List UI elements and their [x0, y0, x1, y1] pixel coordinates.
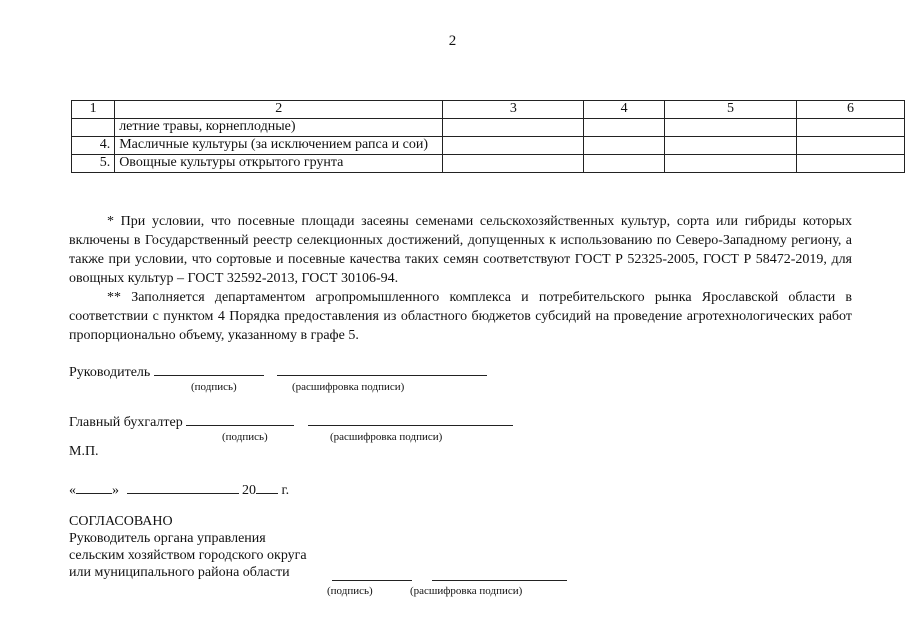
date-month-blank — [127, 481, 239, 494]
row-cell-3 — [443, 119, 584, 137]
row-cell-6 — [797, 137, 905, 155]
crop-table — [71, 100, 905, 173]
table-row — [72, 119, 905, 137]
col-header-1: 1 — [72, 101, 115, 119]
row-number: 4. — [72, 137, 115, 155]
approval-line-3: или муниципального района области — [69, 565, 290, 580]
accountant-label: Главный бухгалтер — [69, 415, 183, 430]
date-line — [69, 481, 289, 499]
head-label: Руководитель — [69, 365, 151, 380]
row-cell-5 — [665, 155, 797, 173]
table-row — [72, 155, 905, 173]
row-crop-name: Масличные культуры (за исключением рапса и сои) — [115, 137, 443, 155]
col-header-6: 6 — [797, 101, 905, 119]
col-header-2: 2 — [115, 101, 443, 119]
approval-signature-caption: (подпись) — [327, 585, 373, 597]
approval-title: СОГЛАСОВАНО — [69, 514, 173, 529]
approval-decode-blank — [432, 568, 567, 581]
row-cell-6 — [797, 155, 905, 173]
approval-decode-caption: (расшифровка подписи) — [410, 585, 523, 597]
table-header-row — [72, 101, 905, 119]
date-open-quote: « — [69, 483, 76, 498]
row-cell-6 — [797, 119, 905, 137]
row-crop-name: Овощные культуры открытого грунта — [115, 155, 443, 173]
approval-signature-blank — [332, 568, 412, 581]
date-year-suffix: г. — [281, 483, 290, 498]
row-cell-5 — [665, 137, 797, 155]
date-year-prefix: 20 — [242, 483, 256, 498]
approval-signature-line — [332, 568, 567, 586]
footnote-2: ** Заполняется департаментом агропромышленного комплекса и потребительского рынка Ярославской области в соответствии с пунктом 4 Порядка предоставления из областного бюджетов субсидий на проведение агротехнологических работ пропорционально объему, указанному в графе 5. — [69, 290, 852, 343]
row-cell-4 — [584, 119, 665, 137]
accountant-signature-caption: (подпись) — [222, 431, 268, 443]
row-number — [72, 119, 115, 137]
head-signature-caption: (подпись) — [191, 381, 237, 393]
head-signature-blank — [154, 363, 264, 376]
approval-line-1: Руководитель органа управления — [69, 531, 266, 546]
accountant-decode-caption: (расшифровка подписи) — [330, 431, 443, 443]
approval-block — [69, 513, 307, 581]
row-cell-3 — [443, 155, 584, 173]
table-row — [72, 137, 905, 155]
accountant-signature-line — [69, 413, 513, 431]
accountant-decode-blank — [308, 413, 513, 426]
col-header-5: 5 — [665, 101, 797, 119]
date-year-blank — [256, 481, 278, 494]
date-close-quote: » — [112, 483, 119, 498]
accountant-signature-blank — [186, 413, 294, 426]
footnote-1: * При условии, что посевные площади засеяны семенами сельскохозяйственных культур, сорта или гибриды которых включены в Государственный реестр селекционных достижений, допущенных к использованию по Северо-Западному региону, а также при условии, что сортовые и посевные качества таких семян соответствуют ГОСТ Р 52325-2005, ГОСТ Р 58472-2019, для овощных культур – ГОСТ 32592-2013, ГОСТ 30106-94. — [69, 214, 852, 286]
row-cell-4 — [584, 155, 665, 173]
row-number: 5. — [72, 155, 115, 173]
row-cell-4 — [584, 137, 665, 155]
page-number: 2 — [448, 33, 457, 49]
row-cell-5 — [665, 119, 797, 137]
footnotes — [69, 212, 852, 345]
col-header-4: 4 — [584, 101, 665, 119]
approval-line-2: сельским хозяйством городского округа — [69, 548, 307, 563]
head-decode-caption: (расшифровка подписи) — [292, 381, 405, 393]
col-header-3: 3 — [443, 101, 584, 119]
head-decode-blank — [277, 363, 487, 376]
row-cell-3 — [443, 137, 584, 155]
stamp-label: М.П. — [69, 444, 99, 459]
date-day-blank — [76, 481, 112, 494]
head-signature-line — [69, 363, 487, 381]
row-crop-name: летние травы, корнеплодные) — [115, 119, 443, 137]
